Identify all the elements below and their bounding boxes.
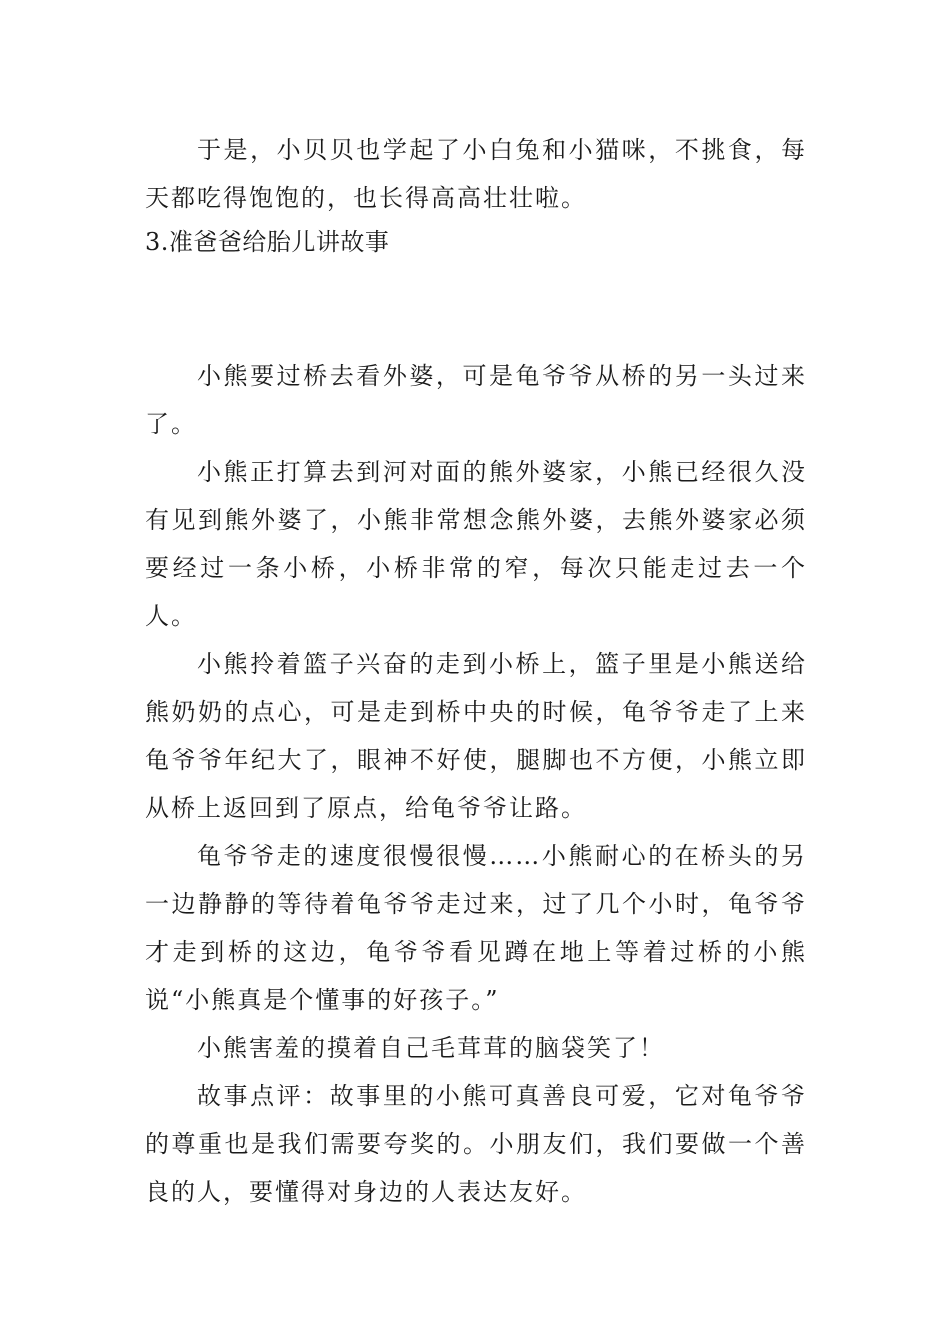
document-page — [145, 126, 807, 1216]
story-paragraph-5: 小熊害羞的摸着自己毛茸茸的脑袋笑了！ — [197, 1034, 665, 1062]
section-heading: 3.准爸爸给胎儿讲故事 — [145, 228, 390, 256]
story-commentary: 故事点评：故事里的小熊可真善良可爱，它对龟爷爷的尊重也是我们需要夸奖的。小朋友们，我们要做一个善良的人，要懂得对身边的人表达友好。 — [145, 1082, 807, 1206]
intro-paragraph: 于是，小贝贝也学起了小白兔和小猫咪，不挑食，每天都吃得饱饱的，也长得高高壮壮啦。 — [145, 136, 807, 212]
story-paragraph-3: 小熊拎着篮子兴奋的走到小桥上，篮子里是小熊送给熊奶奶的点心，可是走到桥中央的时候，龟爷爷走了上来龟爷爷年纪大了，眼神不好使，腿脚也不方便，小熊立即从桥上返回到了原点，给龟爷爷让路。 — [145, 650, 807, 822]
section-spacer — [145, 262, 807, 352]
story-paragraph-1: 小熊要过桥去看外婆，可是龟爷爷从桥的另一头过来了。 — [145, 362, 807, 438]
story-paragraph-4: 龟爷爷走的速度很慢很慢……小熊耐心的在桥头的另一边静静的等待着龟爷爷走过来，过了几个小时，龟爷爷才走到桥的这边，龟爷爷看见蹲在地上等着过桥的小熊说“小熊真是个懂事的好孩子。” — [145, 842, 807, 1014]
story-paragraph-2: 小熊正打算去到河对面的熊外婆家，小熊已经很久没有见到熊外婆了，小熊非常想念熊外婆，去熊外婆家必须要经过一条小桥，小桥非常的窄，每次只能走过去一个人。 — [145, 458, 807, 630]
